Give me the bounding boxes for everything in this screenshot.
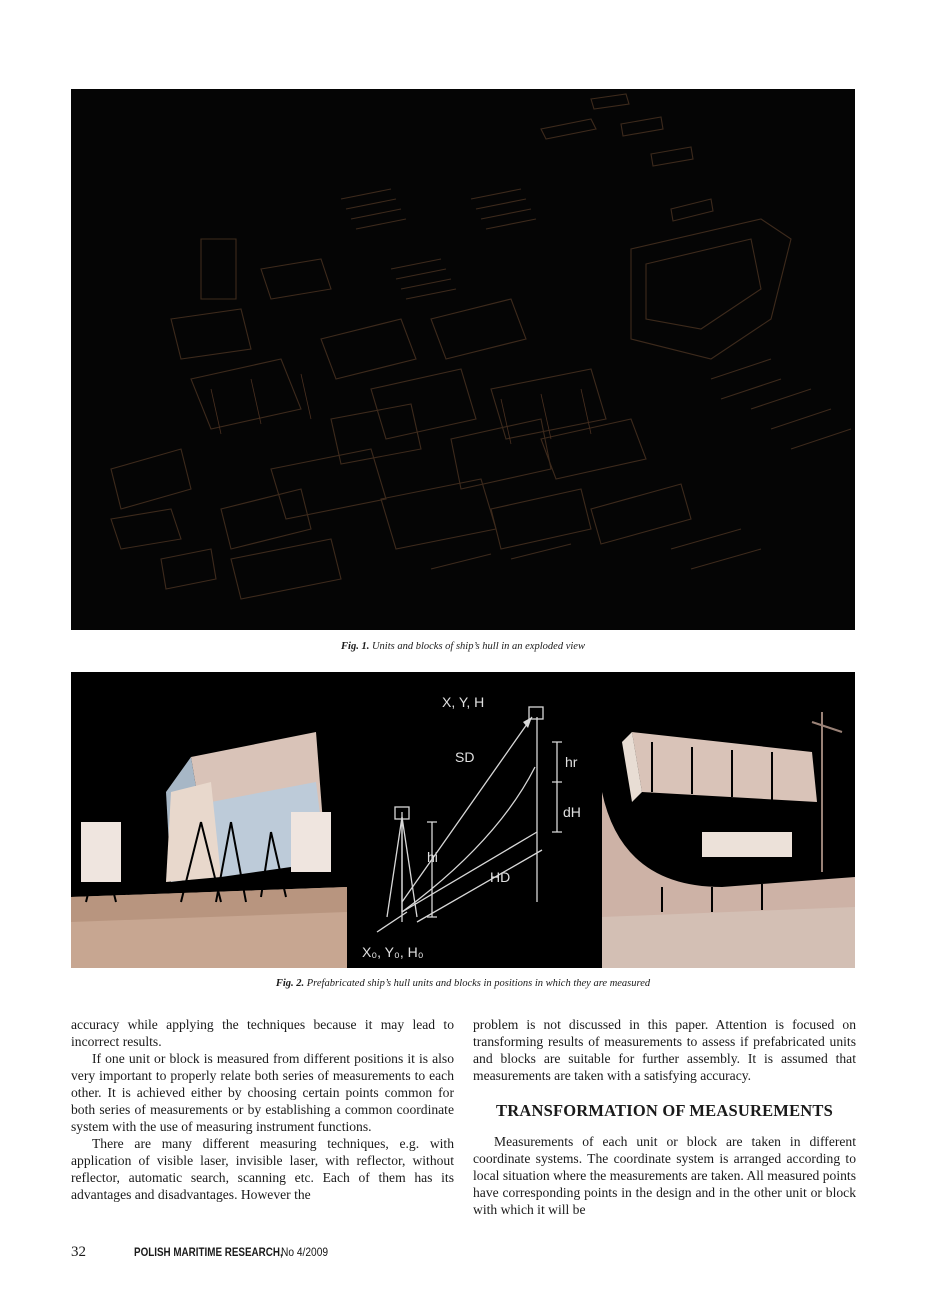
figure-2-measurement-diagram bbox=[347, 672, 602, 968]
figure-2-label: Fig. 2. bbox=[275, 978, 305, 989]
figure-2-image bbox=[71, 672, 855, 968]
figure-1-label: Fig. 1. bbox=[341, 641, 370, 652]
right-paragraph-1: problem is not discussed in this paper. Attention is focused on transforming results of measurements to assess if prefabricated units and blocks are suitable for further assembly. It is assumed that measurements are taken with a satisfying accuracy. bbox=[473, 1017, 856, 1083]
right-column bbox=[473, 1016, 856, 1218]
slope-distance-line bbox=[402, 717, 532, 902]
label-hd: HD bbox=[490, 869, 511, 885]
page-number: 32 bbox=[71, 1244, 86, 1260]
label-dh: dH bbox=[563, 804, 581, 820]
left-column bbox=[71, 1016, 454, 1203]
journal-name: POLISH MARITIME RESEARCH, bbox=[134, 1245, 283, 1259]
figure-2-caption-text: Prefabricated ship’s hull units and blocks in positions in which they are measured bbox=[306, 978, 651, 989]
hull-bow-outline bbox=[631, 219, 791, 359]
figure-1-image bbox=[71, 89, 855, 630]
figure-1-caption bbox=[71, 641, 855, 652]
left-paragraph-1: accuracy while applying the techniques because it may lead to incorrect results. bbox=[71, 1017, 454, 1049]
figure-1-caption-text: Units and blocks of ship’s hull in an exploded view bbox=[371, 641, 585, 652]
journal-issue: No 4/2009 bbox=[281, 1245, 329, 1259]
left-paragraph-2: If one unit or block is measured from different positions it is also very important to properly relate both series of measurements to each other. It is achieved either by choosing certain points common for both series of measurements or by establishing a common coordinate system with the use of measuring instrument functions. bbox=[71, 1051, 454, 1134]
label-hr: hr bbox=[565, 754, 578, 770]
label-hi: hi bbox=[427, 849, 438, 865]
section-heading: TRANSFORMATION OF MEASUREMENTS bbox=[496, 1101, 833, 1120]
figure-2-photo-right bbox=[602, 672, 855, 968]
left-paragraph-3: There are many different measuring techniques, e.g. with application of visible laser, invisible laser, with reflector, without reflector, automatic search, scanning etc. Each of them has its advantages and disadvantages. However the bbox=[71, 1136, 454, 1202]
label-xyh: X, Y, H bbox=[442, 694, 485, 710]
label-origin: X₀, Y₀, H₀ bbox=[362, 944, 424, 960]
right-paragraph-2: Measurements of each unit or block are taken in different coordinate systems. The coordinate system is arranged according to local situation where the measurements are taken. All measured points have corresponding points in the design and in the other unit or block with which it will be bbox=[473, 1134, 856, 1217]
label-sd: SD bbox=[455, 749, 475, 765]
figure-2-photo-left bbox=[71, 672, 347, 968]
exploded-view-drawing bbox=[71, 89, 855, 630]
figure-2-caption bbox=[71, 978, 855, 989]
page-footer bbox=[71, 1244, 337, 1261]
